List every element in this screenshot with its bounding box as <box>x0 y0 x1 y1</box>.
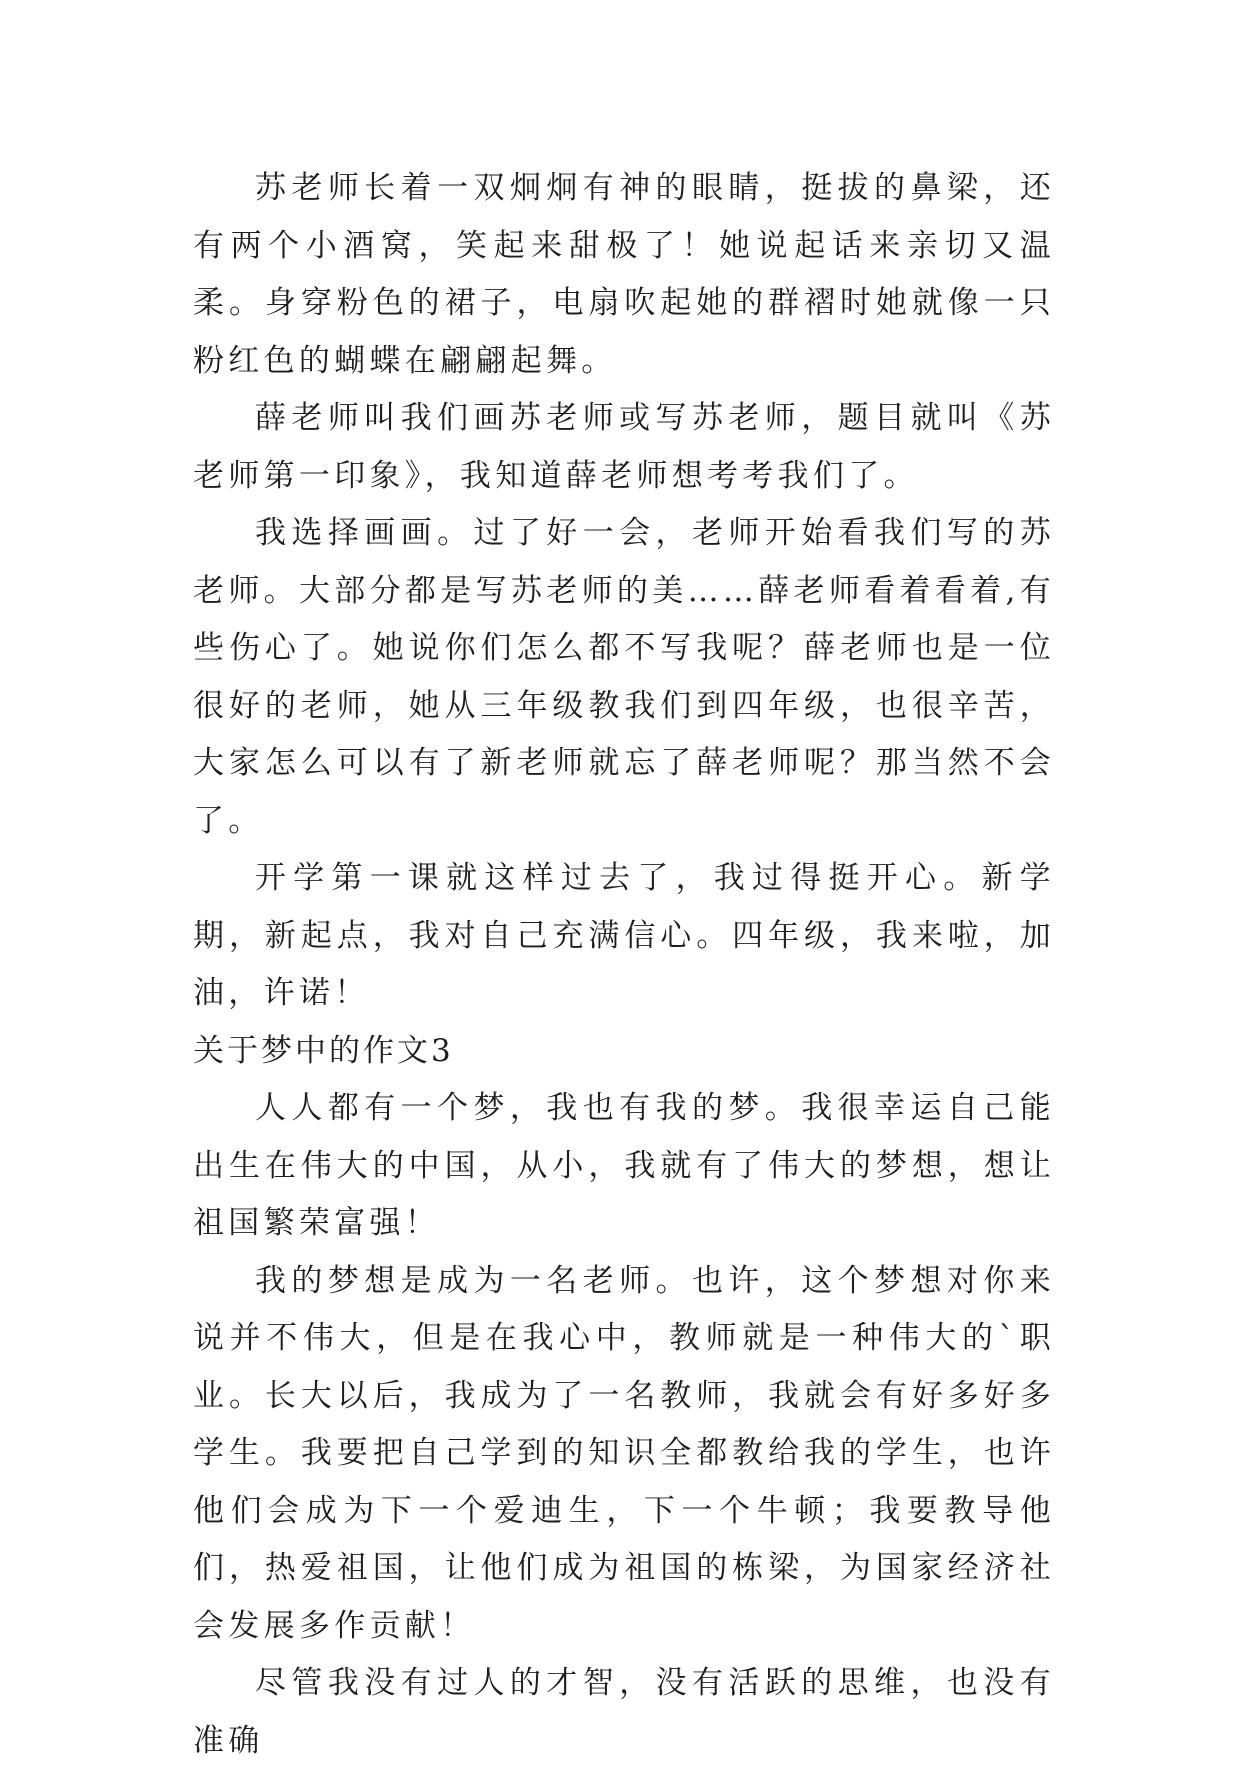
paragraph-1: 苏老师长着一双炯炯有神的眼睛，挺拔的鼻梁，还有两个小酒窝，笑起来甜极了！她说起话来亲切又温柔。身穿粉色的裙子，电扇吹起她的群褶时她就像一只粉红色的蝴蝶在翩翩起舞。 <box>193 170 1055 379</box>
paragraph-3: 我选择画画。过了好一会，老师开始看我们写的苏老师。大部分都是写苏老师的美……薛老师看着看着,有些伤心了。她说你们怎么都不写我呢？薛老师也是一位很好的老师，她从三年级教我们到四年级，也很辛苦，大家怎么可以有了新老师就忘了薛老师呢？那当然不会了。 <box>193 515 1055 839</box>
paragraph-5: 人人都有一个梦，我也有我的梦。我很幸运自己能出生在伟大的中国，从小，我就有了伟大的梦想，想让祖国繁荣富强！ <box>193 1090 1055 1241</box>
paragraph-4: 开学第一课就这样过去了，我过得挺开心。新学期，新起点，我对自己充满信心。四年级，我来啦，加油，许诺！ <box>193 860 1055 1011</box>
document-body <box>193 160 1055 1770</box>
paragraph-6: 我的梦想是成为一名老师。也许，这个梦想对你来说并不伟大，但是在我心中，教师就是一种伟大的`职业。长大以后，我成为了一名教师，我就会有好多好多学生。我要把自己学到的知识全都教给我的学生，也许他们会成为下一个爱迪生，下一个牛顿；我要教导他们，热爱祖国，让他们成为祖国的栋梁，为国家经济社会发展多作贡献！ <box>193 1262 1055 1644</box>
paragraph-2: 薛老师叫我们画苏老师或写苏老师，题目就叫《苏老师第一印象》，我知道薛老师想考考我们了。 <box>193 400 1055 494</box>
paragraph-7: 尽管我没有过人的才智，没有活跃的思维，也没有准确 <box>193 1665 1055 1759</box>
essay-heading: 关于梦中的作文3 <box>193 1032 454 1069</box>
